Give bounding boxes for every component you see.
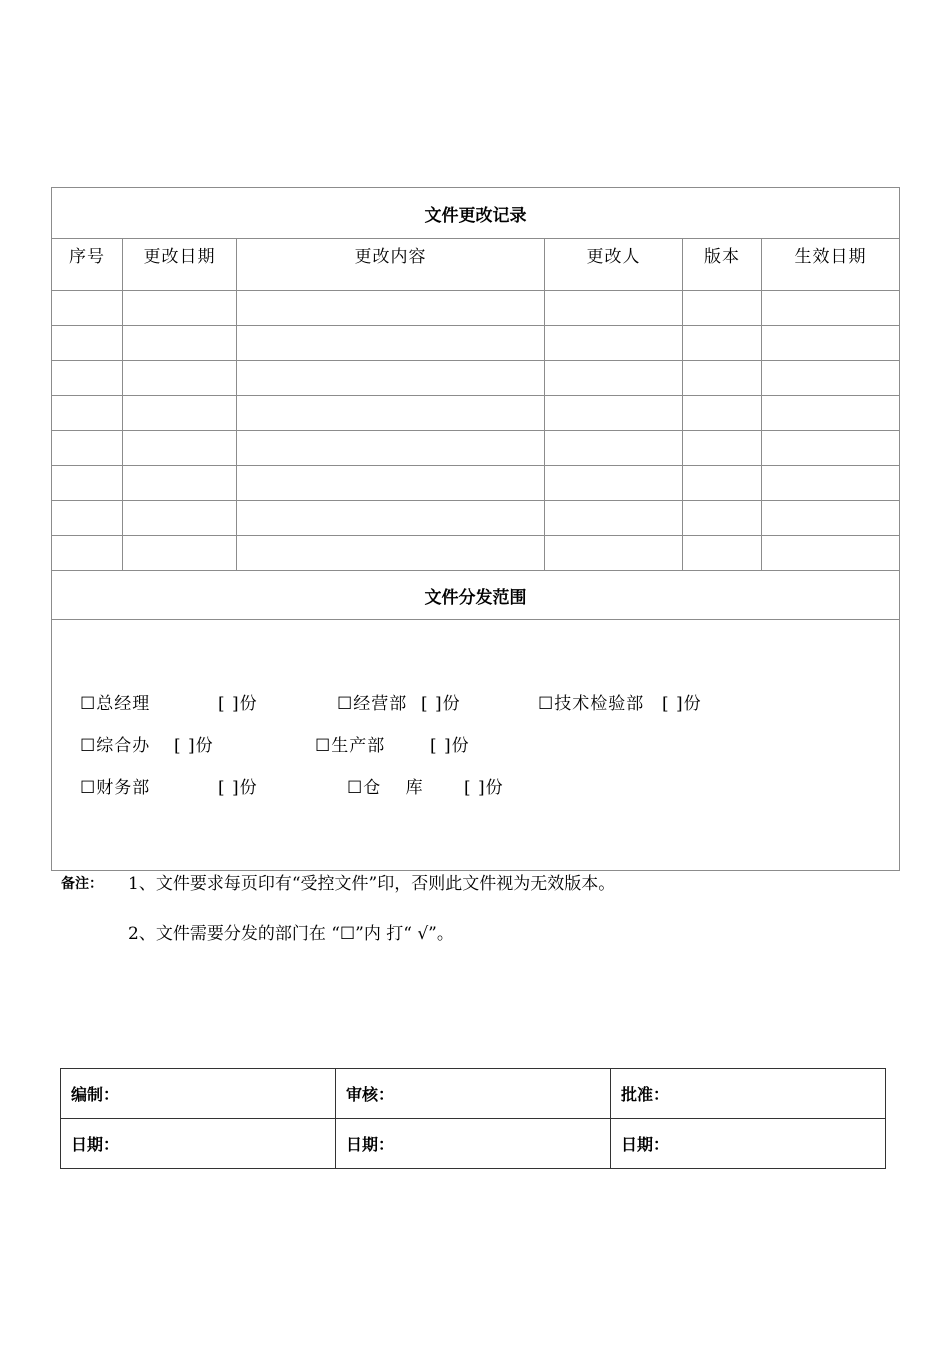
- table-cell[interactable]: [123, 326, 237, 361]
- table-cell[interactable]: [683, 501, 762, 536]
- change-record-title: 文件更改记录: [52, 188, 900, 239]
- table-cell[interactable]: [683, 466, 762, 501]
- note-line-1: 1、文件要求每页印有“受控文件”印，否则此文件视为无效版本。: [128, 874, 616, 894]
- table-cell[interactable]: [123, 396, 237, 431]
- table-cell[interactable]: [237, 361, 545, 396]
- table-cell[interactable]: [52, 326, 123, 361]
- table-cell[interactable]: [123, 501, 237, 536]
- table-cell[interactable]: [762, 501, 900, 536]
- table-cell[interactable]: [762, 396, 900, 431]
- dist-operations-qty: [ ]份: [421, 694, 461, 714]
- table-cell[interactable]: [123, 291, 237, 326]
- table-cell[interactable]: [545, 431, 683, 466]
- signoff-table: [60, 1068, 886, 1169]
- table-cell[interactable]: [237, 291, 545, 326]
- col-header-version: 版本: [683, 239, 762, 291]
- col-header-effective-date: 生效日期: [762, 239, 900, 291]
- note-line-2: 2、文件需要分发的部门在 “☐”内 打“ √”。: [128, 924, 454, 944]
- table-cell[interactable]: [545, 291, 683, 326]
- table-cell[interactable]: [52, 431, 123, 466]
- table-cell[interactable]: [762, 466, 900, 501]
- dist-general-office-qty: [ ]份: [174, 736, 214, 756]
- approved-by-field[interactable]: 批准：: [611, 1069, 886, 1119]
- table-cell[interactable]: [762, 431, 900, 466]
- table-cell[interactable]: [545, 466, 683, 501]
- reviewed-by-field[interactable]: 审核：: [336, 1069, 611, 1119]
- prepared-date-field[interactable]: 日期：: [61, 1119, 336, 1169]
- table-cell[interactable]: [545, 536, 683, 571]
- table-cell[interactable]: [545, 501, 683, 536]
- table-cell[interactable]: [123, 361, 237, 396]
- table-cell[interactable]: [683, 431, 762, 466]
- table-cell[interactable]: [123, 536, 237, 571]
- table-row: [52, 501, 900, 536]
- table-row: [52, 291, 900, 326]
- table-cell[interactable]: [762, 291, 900, 326]
- table-cell[interactable]: [683, 361, 762, 396]
- table-cell[interactable]: [52, 396, 123, 431]
- table-cell[interactable]: [123, 466, 237, 501]
- col-header-index: 序号: [52, 239, 123, 291]
- table-cell[interactable]: [237, 536, 545, 571]
- dist-finance-qty: [ ]份: [218, 778, 258, 798]
- header-row: [52, 239, 900, 291]
- table-row: [52, 326, 900, 361]
- change-record-table: [51, 187, 900, 871]
- table-cell[interactable]: [52, 466, 123, 501]
- dist-general-office[interactable]: ☐综合办: [80, 736, 151, 756]
- table-cell[interactable]: [762, 361, 900, 396]
- dist-operations[interactable]: ☐经营部: [337, 694, 408, 714]
- col-header-change-date: 更改日期: [123, 239, 237, 291]
- dist-production[interactable]: ☐生产部: [315, 736, 386, 756]
- table-cell[interactable]: [683, 396, 762, 431]
- dist-general-manager[interactable]: ☐总经理: [80, 694, 151, 714]
- table-cell[interactable]: [52, 536, 123, 571]
- table-row: [52, 431, 900, 466]
- table-row: [52, 396, 900, 431]
- table-cell[interactable]: [52, 361, 123, 396]
- table-cell[interactable]: [237, 326, 545, 361]
- table-cell[interactable]: [237, 501, 545, 536]
- table-cell[interactable]: [237, 396, 545, 431]
- table-cell[interactable]: [123, 431, 237, 466]
- col-header-changer: 更改人: [545, 239, 683, 291]
- dist-general-manager-qty: [ ]份: [218, 694, 258, 714]
- table-row: [52, 536, 900, 571]
- dist-warehouse[interactable]: ☐仓 库: [347, 778, 424, 798]
- distribution-body: [52, 620, 900, 871]
- table-cell[interactable]: [52, 501, 123, 536]
- table-cell[interactable]: [762, 326, 900, 361]
- table-cell[interactable]: [762, 536, 900, 571]
- dist-finance[interactable]: ☐财务部: [80, 778, 151, 798]
- reviewed-date-field[interactable]: 日期：: [336, 1119, 611, 1169]
- dist-tech-inspection-qty: [ ]份: [662, 694, 702, 714]
- notes-label: 备注：: [61, 876, 103, 892]
- distribution-title: 文件分发范围: [52, 571, 900, 620]
- table-cell[interactable]: [545, 396, 683, 431]
- table-cell[interactable]: [52, 291, 123, 326]
- table-cell[interactable]: [683, 536, 762, 571]
- table-cell[interactable]: [545, 326, 683, 361]
- dist-warehouse-qty: [ ]份: [464, 778, 504, 798]
- prepared-by-field[interactable]: 编制：: [61, 1069, 336, 1119]
- table-row: [52, 466, 900, 501]
- table-cell[interactable]: [683, 291, 762, 326]
- table-cell[interactable]: [237, 431, 545, 466]
- table-cell[interactable]: [237, 466, 545, 501]
- table-cell[interactable]: [545, 361, 683, 396]
- table-row: [52, 361, 900, 396]
- col-header-change-content: 更改内容: [237, 239, 545, 291]
- approved-date-field[interactable]: 日期：: [611, 1119, 886, 1169]
- table-cell[interactable]: [683, 326, 762, 361]
- dist-tech-inspection[interactable]: ☐技术检验部: [538, 694, 645, 714]
- dist-production-qty: [ ]份: [430, 736, 470, 756]
